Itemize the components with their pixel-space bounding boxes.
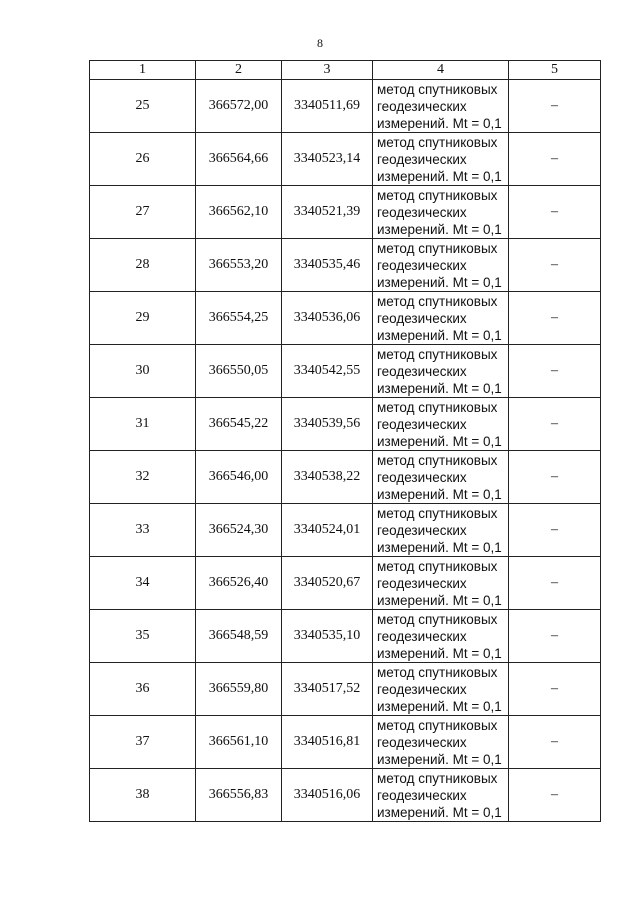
table-row xyxy=(90,186,601,239)
y-coordinate-cell: 3340516,06 xyxy=(282,769,373,822)
method-text-line: измерений. Mt = 0,1 xyxy=(377,115,502,131)
method-cell xyxy=(373,504,509,557)
method-text-line: метод спутниковых xyxy=(377,81,498,97)
method-text-line: геодезических xyxy=(377,151,467,167)
x-coordinate-cell: 366550,05 xyxy=(196,345,282,398)
method-text-line: метод спутниковых xyxy=(377,505,498,521)
method-text-line: метод спутниковых xyxy=(377,558,498,574)
note-cell: – xyxy=(509,398,601,451)
table-row xyxy=(90,451,601,504)
note-cell: – xyxy=(509,451,601,504)
method-text-line: геодезических xyxy=(377,681,467,697)
table-row xyxy=(90,557,601,610)
method-text-line: метод спутниковых xyxy=(377,240,498,256)
y-coordinate-cell: 3340536,06 xyxy=(282,292,373,345)
method-text-line: геодезических xyxy=(377,628,467,644)
note-cell: – xyxy=(509,610,601,663)
note-cell: – xyxy=(509,133,601,186)
y-coordinate-cell: 3340521,39 xyxy=(282,186,373,239)
table-row xyxy=(90,398,601,451)
note-cell: – xyxy=(509,345,601,398)
method-cell xyxy=(373,80,509,133)
point-number-cell: 29 xyxy=(90,292,196,345)
point-number-cell: 38 xyxy=(90,769,196,822)
x-coordinate-cell: 366526,40 xyxy=(196,557,282,610)
y-coordinate-cell: 3340535,10 xyxy=(282,610,373,663)
y-coordinate-cell: 3340524,01 xyxy=(282,504,373,557)
x-coordinate-cell: 366546,00 xyxy=(196,451,282,504)
method-text-line: измерений. Mt = 0,1 xyxy=(377,327,502,343)
method-text-line: измерений. Mt = 0,1 xyxy=(377,539,502,555)
method-cell xyxy=(373,398,509,451)
method-text-line: измерений. Mt = 0,1 xyxy=(377,645,502,661)
table-row xyxy=(90,716,601,769)
x-coordinate-cell: 366559,80 xyxy=(196,663,282,716)
table-row xyxy=(90,769,601,822)
method-text-line: геодезических xyxy=(377,416,467,432)
y-coordinate-cell: 3340535,46 xyxy=(282,239,373,292)
method-cell xyxy=(373,239,509,292)
method-text-line: измерений. Mt = 0,1 xyxy=(377,751,502,767)
note-cell: – xyxy=(509,769,601,822)
method-text-line: измерений. Mt = 0,1 xyxy=(377,380,502,396)
y-coordinate-cell: 3340520,67 xyxy=(282,557,373,610)
method-text-line: геодезических xyxy=(377,575,467,591)
x-coordinate-cell: 366561,10 xyxy=(196,716,282,769)
method-text-line: метод спутниковых xyxy=(377,134,498,150)
y-coordinate-cell: 3340516,81 xyxy=(282,716,373,769)
method-text-line: геодезических xyxy=(377,204,467,220)
method-cell xyxy=(373,292,509,345)
method-cell xyxy=(373,345,509,398)
y-coordinate-cell: 3340539,56 xyxy=(282,398,373,451)
point-number-cell: 32 xyxy=(90,451,196,504)
method-text-line: измерений. Mt = 0,1 xyxy=(377,486,502,502)
method-text-line: метод спутниковых xyxy=(377,770,498,786)
method-text-line: метод спутниковых xyxy=(377,399,498,415)
table-row xyxy=(90,345,601,398)
method-text-line: метод спутниковых xyxy=(377,346,498,362)
method-text-line: геодезических xyxy=(377,310,467,326)
point-number-cell: 34 xyxy=(90,557,196,610)
note-cell: – xyxy=(509,716,601,769)
point-number-cell: 33 xyxy=(90,504,196,557)
x-coordinate-cell: 366554,25 xyxy=(196,292,282,345)
method-cell xyxy=(373,557,509,610)
method-text-line: измерений. Mt = 0,1 xyxy=(377,804,502,820)
method-text-line: метод спутниковых xyxy=(377,717,498,733)
note-cell: – xyxy=(509,292,601,345)
column-header-1: 1 xyxy=(90,61,196,80)
note-cell: – xyxy=(509,504,601,557)
point-number-cell: 28 xyxy=(90,239,196,292)
method-cell xyxy=(373,716,509,769)
y-coordinate-cell: 3340538,22 xyxy=(282,451,373,504)
method-cell xyxy=(373,133,509,186)
method-text-line: измерений. Mt = 0,1 xyxy=(377,168,502,184)
note-cell: – xyxy=(509,186,601,239)
method-text-line: измерений. Mt = 0,1 xyxy=(377,274,502,290)
method-text-line: геодезических xyxy=(377,363,467,379)
x-coordinate-cell: 366545,22 xyxy=(196,398,282,451)
method-text-line: метод спутниковых xyxy=(377,664,498,680)
note-cell: – xyxy=(509,80,601,133)
method-text-line: измерений. Mt = 0,1 xyxy=(377,433,502,449)
point-number-cell: 35 xyxy=(90,610,196,663)
y-coordinate-cell: 3340523,14 xyxy=(282,133,373,186)
method-text-line: метод спутниковых xyxy=(377,452,498,468)
table-row xyxy=(90,663,601,716)
point-number-cell: 30 xyxy=(90,345,196,398)
method-cell xyxy=(373,769,509,822)
method-text-line: измерений. Mt = 0,1 xyxy=(377,698,502,714)
x-coordinate-cell: 366562,10 xyxy=(196,186,282,239)
x-coordinate-cell: 366564,66 xyxy=(196,133,282,186)
y-coordinate-cell: 3340517,52 xyxy=(282,663,373,716)
point-number-cell: 27 xyxy=(90,186,196,239)
x-coordinate-cell: 366553,20 xyxy=(196,239,282,292)
column-header-3: 3 xyxy=(282,61,373,80)
method-text-line: метод спутниковых xyxy=(377,187,498,203)
table-row xyxy=(90,80,601,133)
y-coordinate-cell: 3340542,55 xyxy=(282,345,373,398)
header-row xyxy=(90,61,601,80)
note-cell: – xyxy=(509,557,601,610)
method-text-line: геодезических xyxy=(377,734,467,750)
method-cell xyxy=(373,663,509,716)
note-cell: – xyxy=(509,239,601,292)
x-coordinate-cell: 366556,83 xyxy=(196,769,282,822)
x-coordinate-cell: 366524,30 xyxy=(196,504,282,557)
x-coordinate-cell: 366572,00 xyxy=(196,80,282,133)
method-cell xyxy=(373,610,509,663)
table-row xyxy=(90,610,601,663)
table-row xyxy=(90,504,601,557)
note-cell: – xyxy=(509,663,601,716)
method-text-line: метод спутниковых xyxy=(377,293,498,309)
method-text-line: геодезических xyxy=(377,522,467,538)
method-text-line: метод спутниковых xyxy=(377,611,498,627)
point-number-cell: 31 xyxy=(90,398,196,451)
table-row xyxy=(90,292,601,345)
point-number-cell: 26 xyxy=(90,133,196,186)
method-text-line: геодезических xyxy=(377,98,467,114)
table-row xyxy=(90,239,601,292)
method-text-line: измерений. Mt = 0,1 xyxy=(377,221,502,237)
method-text-line: геодезических xyxy=(377,787,467,803)
method-text-line: геодезических xyxy=(377,257,467,273)
column-header-2: 2 xyxy=(196,61,282,80)
method-cell xyxy=(373,451,509,504)
x-coordinate-cell: 366548,59 xyxy=(196,610,282,663)
page-number: 8 xyxy=(317,36,323,50)
point-number-cell: 25 xyxy=(90,80,196,133)
y-coordinate-cell: 3340511,69 xyxy=(282,80,373,133)
point-number-cell: 36 xyxy=(90,663,196,716)
column-header-5: 5 xyxy=(509,61,601,80)
table-body xyxy=(90,61,601,822)
column-header-4: 4 xyxy=(373,61,509,80)
point-number-cell: 37 xyxy=(90,716,196,769)
coordinates-table xyxy=(89,60,601,822)
method-cell xyxy=(373,186,509,239)
method-text-line: геодезических xyxy=(377,469,467,485)
table-row xyxy=(90,133,601,186)
method-text-line: измерений. Mt = 0,1 xyxy=(377,592,502,608)
